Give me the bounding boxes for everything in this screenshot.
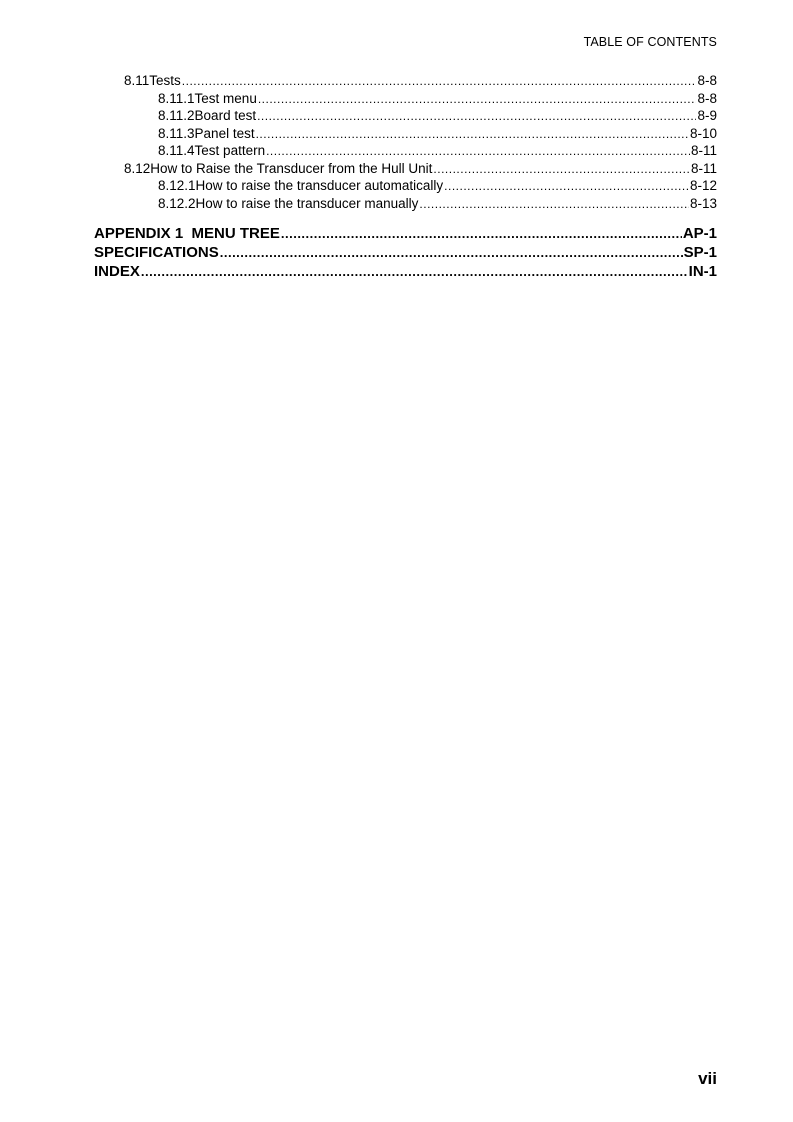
dot-leader bbox=[256, 126, 689, 143]
toc-entry-title: Board test bbox=[194, 108, 257, 123]
dot-leader bbox=[258, 91, 697, 108]
toc-entry-page: 8-11 bbox=[690, 143, 717, 158]
dot-leader bbox=[266, 143, 690, 160]
toc-entry-8-11[interactable] bbox=[94, 72, 717, 90]
dot-leader bbox=[220, 243, 683, 262]
toc-entry-8-11-2[interactable] bbox=[94, 107, 717, 125]
running-header: TABLE OF CONTENTS bbox=[583, 35, 717, 49]
dot-leader bbox=[433, 161, 690, 178]
section-gap bbox=[94, 212, 717, 224]
toc-entry-page: 8-11 bbox=[690, 160, 717, 176]
dot-leader bbox=[182, 73, 697, 90]
toc-entry-8-12-1[interactable] bbox=[94, 177, 717, 195]
toc-entry-page: 8-10 bbox=[689, 125, 717, 141]
toc-entry-page: 8-9 bbox=[697, 108, 717, 123]
toc-entry-title: How to raise the transducer automatically bbox=[195, 178, 444, 193]
toc-entry-title: SPECIFICATIONS bbox=[94, 244, 219, 261]
toc-entry-page: AP-1 bbox=[682, 225, 717, 242]
page-number: vii bbox=[698, 1069, 717, 1088]
toc-entry-title: How to Raise the Transducer from the Hull Unit bbox=[150, 160, 433, 176]
toc-entry-number: 8.11.4 bbox=[158, 143, 195, 158]
toc-entry-page: 8-13 bbox=[689, 195, 717, 211]
toc-entry-number: 8.11.2 bbox=[158, 108, 195, 123]
toc-entry-title: Tests bbox=[149, 73, 181, 88]
toc-entry-number: 8.12 bbox=[124, 160, 151, 176]
toc-entry-8-11-3[interactable] bbox=[94, 125, 717, 143]
toc-entry-8-11-4[interactable] bbox=[94, 142, 717, 160]
toc-entry-number: 8.11 bbox=[124, 73, 150, 88]
toc-entry-title: Test pattern bbox=[194, 143, 266, 158]
toc-entry-specifications[interactable] bbox=[94, 243, 717, 262]
toc-entry-8-12-2[interactable] bbox=[94, 195, 717, 213]
dot-leader bbox=[281, 224, 682, 243]
toc-entry-page: IN-1 bbox=[688, 263, 717, 280]
toc-entry-8-12[interactable] bbox=[94, 160, 717, 178]
toc-entry-title: How to raise the transducer manually bbox=[195, 195, 419, 211]
toc-entry-appendix-1[interactable] bbox=[94, 224, 717, 243]
dot-leader bbox=[257, 108, 696, 125]
toc-entry-page: 8-8 bbox=[697, 73, 717, 88]
toc-entry-title: INDEX bbox=[94, 263, 140, 280]
toc-entry-number: 8.12.2 bbox=[158, 195, 196, 211]
toc-entry-page: SP-1 bbox=[683, 244, 717, 261]
dot-leader bbox=[444, 178, 689, 195]
toc-entry-title: Test menu bbox=[194, 90, 257, 106]
toc-entry-page: 8-12 bbox=[689, 178, 717, 193]
toc-entry-page: 8-8 bbox=[697, 90, 717, 106]
toc-entry-number: 8.11.3 bbox=[158, 125, 195, 141]
dot-leader bbox=[419, 196, 689, 213]
table-of-contents bbox=[94, 72, 717, 281]
toc-entry-index[interactable] bbox=[94, 262, 717, 281]
dot-leader bbox=[141, 262, 688, 281]
toc-entry-number: 8.12.1 bbox=[158, 178, 196, 193]
toc-entry-title: Panel test bbox=[194, 125, 255, 141]
toc-entry-number: 8.11.1 bbox=[158, 90, 195, 106]
toc-entry-8-11-1[interactable] bbox=[94, 90, 717, 108]
toc-entry-title: APPENDIX 1 MENU TREE bbox=[94, 225, 280, 242]
